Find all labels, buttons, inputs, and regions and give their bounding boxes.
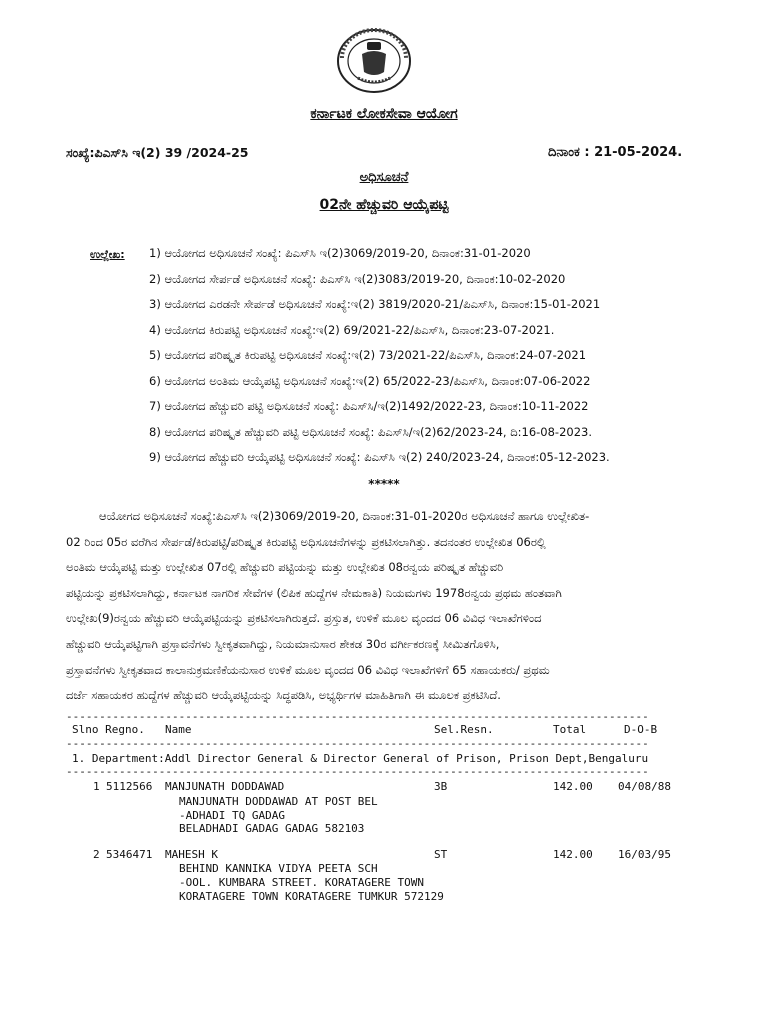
header-total: Total (553, 723, 587, 736)
row-name: MANJUNATH DODDAWAD (165, 780, 285, 793)
row-address-line: MANJUNATH DODDAWAD AT POST BEL (179, 795, 378, 808)
row-dob: 16/03/95 (618, 848, 671, 861)
references-list (149, 246, 610, 476)
row-regno: 5112566 (106, 780, 153, 793)
row-address-line: BELADHADI GADAG GADAG 582103 (179, 822, 365, 835)
row-name: MAHESH K (165, 848, 218, 861)
separator-stars: ***** (368, 477, 400, 491)
paragraph-line: ಹೆಚ್ಚುವರಿ ಆಯ್ಕೆಪಟ್ಟಿಗಾಗಿ ಪ್ರಸ್ತಾವನೆಗಳು ಸ್ವೀಕೃತವಾಗಿದ್ದು, ನಿಯಮಾನುಸಾರ ಶೇಕಡ 30ರ ವರ್ಗೀಕರಣಕ್ಕೆ ಸೀಮಿತಗೊಳಿಸಿ, (66, 636, 500, 651)
row-address-line: -ADHADI TQ GADAG (179, 809, 285, 822)
paragraph-line: ದರ್ಜೆ ಸಹಾಯಕರ ಹುದ್ದೆಗಳ ಹೆಚ್ಚುವರಿ ಆಯ್ಕೆಪಟ್ಟಿಯನ್ನು ಸಿದ್ಧಪಡಿಸಿ, ಅಭ್ಯರ್ಥಿಗಳ ಮಾಹಿತಿಗಾಗಿ ಈ ಮೂಲಕ ಪ್ರಕಟಿಸಿದೆ. (66, 688, 501, 703)
row-total: 142.00 (553, 848, 593, 861)
row-regno: 5346471 (106, 848, 153, 861)
header-dob: D-O-B (624, 723, 658, 736)
row-dob: 04/08/88 (618, 780, 671, 793)
table-rule-mid: ---------------------------------------------------------------------------------------- (66, 737, 649, 750)
reference-item: 5) ಆಯೋಗದ ಪರಿಷ್ಕೃತ ಕಿರುಪಟ್ಟಿ ಅಧಿಸೂಚನೆ ಸಂಖ್ಯೆ:ಇ(2) 73/2021-22/ಪಿಎಸ್‌ಸಿ, ದಿನಾಂಕ:24-07-2021 (149, 348, 587, 362)
table-rule-dept: ---------------------------------------------------------------------------------------- (66, 765, 649, 778)
reference-item: 7) ಆಯೋಗದ ಹೆಚ್ಚುವರಿ ಪಟ್ಟಿ ಅಧಿಸೂಚನೆ ಸಂಖ್ಯೆ: ಪಿಎಸ್‌ಸಿ/ಇ(2)1492/2022-23, ದಿನಾಂಕ:10-11-2022 (149, 399, 589, 413)
reference-item: 6) ಆಯೋಗದ ಅಂತಿಮ ಆಯ್ಕೆಪಟ್ಟಿ ಅಧಿಸೂಚನೆ ಸಂಖ್ಯೆ:ಇ(2) 65/2022-23/ಪಿಎಸ್‌ಸಿ, ದಿನಾಂಕ:07-06-2022 (149, 373, 591, 388)
paragraph-line: 02 ರಿಂದ 05ರ ವರೆಗಿನ ಸೇರ್ಪಡೆ/ಕಿರುಪಟ್ಟಿ/ಪರಿಷ್ಕೃತ ಕಿರುಪಟ್ಟಿ ಅಧಿಸೂಚನೆಗಳನ್ನು ಪ್ರಕಟಿಸಲಾಗಿತ್ತು. ತದನಂತರ ಉಲ್ಲೇಖಿತ 06ರಲ್ಲಿ (66, 534, 546, 549)
notification-date: ದಿನಾಂಕ : 21-05-2024. (548, 145, 683, 160)
references-label: ಉಲ್ಲೇಖ: (90, 248, 125, 261)
notification-heading: ಅಧಿಸೂಚನೆ (359, 170, 409, 185)
paragraph-line: ಉಲ್ಲೇಖ(9)ರನ್ವಯ ಹೆಚ್ಚುವರಿ ಆಯ್ಕೆಪಟ್ಟಿಯನ್ನು ಪ್ರಕಟಿಸಲಾಗಿರುತ್ತದೆ. ಪ್ರಸ್ತುತ, ಉಳಿಕೆ ಮೂಲ ವೃಂದದ 06 ವಿವಿಧ ಇಲಾಖೆಗಳಿಂದ (66, 611, 542, 626)
reference-item: 9) ಆಯೋಗದ ಹೆಚ್ಚುವರಿ ಆಯ್ಕೆಪಟ್ಟಿ ಅಧಿಸೂಚನೆ ಸಂಖ್ಯೆ: ಪಿಎಸ್‌ಸಿ ಇ(2) 240/2023-24, ದಿನಾಂಕ:05-12-2023. (149, 450, 610, 464)
kpsc-emblem-icon (334, 28, 414, 94)
table-rule-top: ---------------------------------------------------------------------------------------- (66, 710, 649, 723)
department-heading: 1. Department:Addl Director General & Director General of Prison, Prison Dept,Bengaluru (72, 752, 649, 765)
reference-item: 4) ಆಯೋಗದ ಕಿರುಪಟ್ಟಿ ಅಧಿಸೂಚನೆ ಸಂಖ್ಯೆ:ಇ(2) 69/2021-22/ಪಿಎಸ್‌ಸಿ, ದಿನಾಂಕ:23-07-2021. (149, 322, 555, 337)
row-slno: 1 (93, 780, 100, 793)
reference-item: 1) ಆಯೋಗದ ಅಧಿಸೂಚನೆ ಸಂಖ್ಯೆ: ಪಿಎಸ್‌ಸಿ ಇ(2)3069/2019-20, ದಿನಾಂಕ:31-01-2020 (149, 246, 531, 260)
header-name: Name (165, 723, 192, 736)
organization-title: ಕರ್ನಾಟಕ ಲೋಕಸೇವಾ ಆಯೋಗ (310, 106, 458, 122)
row-sel-resn: 3B (434, 780, 448, 793)
reference-item: 8) ಆಯೋಗದ ಪರಿಷ್ಕೃತ ಹೆಚ್ಚುವರಿ ಪಟ್ಟಿ ಅಧಿಸೂಚನೆ ಸಂಖ್ಯೆ: ಪಿಎಸ್‌ಸಿ/ಇ(2)62/2023-24, ದಿ:16-08-2023. (149, 424, 593, 439)
row-address-line: -OOL. KUMBARA STREET. KORATAGERE TOWN (179, 876, 425, 889)
reference-item: 2) ಆಯೋಗದ ಸೇರ್ಪಡೆ ಅಧಿಸೂಚನೆ ಸಂಖ್ಯೆ: ಪಿಎಸ್‌ಸಿ ಇ(2)3083/2019-20, ದಿನಾಂಕ:10-02-2020 (149, 271, 566, 286)
header-slno-regno: Slno Regno. (72, 723, 145, 736)
paragraph-line: ಅಂತಿಮ ಆಯ್ಕೆಪಟ್ಟಿ ಮತ್ತು ಉಲ್ಲೇಖಿತ 07ರಲ್ಲಿ ಹೆಚ್ಚುವರಿ ಪಟ್ಟಿಯನ್ನು ಮತ್ತು ಉಲ್ಲೇಖಿತ 08ರನ್ವಯ ಪರಿಷ್ಕೃತ ಹೆಚ್ಚುವರಿ (66, 560, 504, 575)
row-slno: 2 (93, 848, 100, 861)
reference-item: 3) ಆಯೋಗದ ಎರಡನೇ ಸೇರ್ಪಡೆ ಅಧಿಸೂಚನೆ ಸಂಖ್ಯೆ:ಇ(2) 3819/2020-21/ಪಿಎಸ್‌ಸಿ, ದಿನಾಂಕ:15-01-2021 (149, 297, 601, 311)
paragraph-line: ಆಯೋಗದ ಅಧಿಸೂಚನೆ ಸಂಖ್ಯೆ:ಪಿಎಸ್‌ಸಿ ಇ(2)3069/2019-20, ದಿನಾಂಕ:31-01-2020ರ ಅಧಿಸೂಚನೆ ಹಾಗೂ ಉಲ್ಲೇಖಿತ- (66, 509, 590, 523)
body-paragraph (66, 508, 706, 713)
reference-number: ಸಂಖ್ಯೆ:ಪಿಎಸ್‌ಸಿ ಇ(2) 39 /2024-25 (66, 145, 249, 160)
list-subtitle: 02ನೇ ಹೆಚ್ಚುವರಿ ಆಯ್ಕೆಪಟ್ಟಿ (319, 197, 449, 213)
row-sel-resn: ST (434, 848, 448, 861)
paragraph-line: ಪ್ರಸ್ತಾವನೆಗಳು ಸ್ವೀಕೃತವಾದ ಕಾಲಾನುಕ್ರಮಣಿಕೆಯನುಸಾರ ಉಳಿಕೆ ಮೂಲ ವೃಂದದ 06 ವಿವಿಧ ಇಲಾಖೆಗಳಿಗೆ 65 ಸಹಾಯಕರು/ ಪ್ರಥಮ (66, 662, 550, 677)
paragraph-line: ಪಟ್ಟಿಯನ್ನು ಪ್ರಕಟಿಸಲಾಗಿದ್ದು, ಕರ್ನಾಟಕ ನಾಗರಿಕ ಸೇವೆಗಳ (ಲಿಪಿಕ ಹುದ್ದೆಗಳ ನೇಮಕಾತಿ) ನಿಯಮಗಳು 1978ರನ್ವಯ ಪ್ರಥಮ ಹಂತವಾಗಿ (66, 585, 562, 600)
row-address-line: KORATAGERE TOWN KORATAGERE TUMKUR 572129 (179, 890, 444, 903)
row-address-line: BEHIND KANNIKA VIDYA PEETA SCH (179, 862, 378, 875)
row-total: 142.00 (553, 780, 593, 793)
header-sel-resn: Sel.Resn. (434, 723, 494, 736)
